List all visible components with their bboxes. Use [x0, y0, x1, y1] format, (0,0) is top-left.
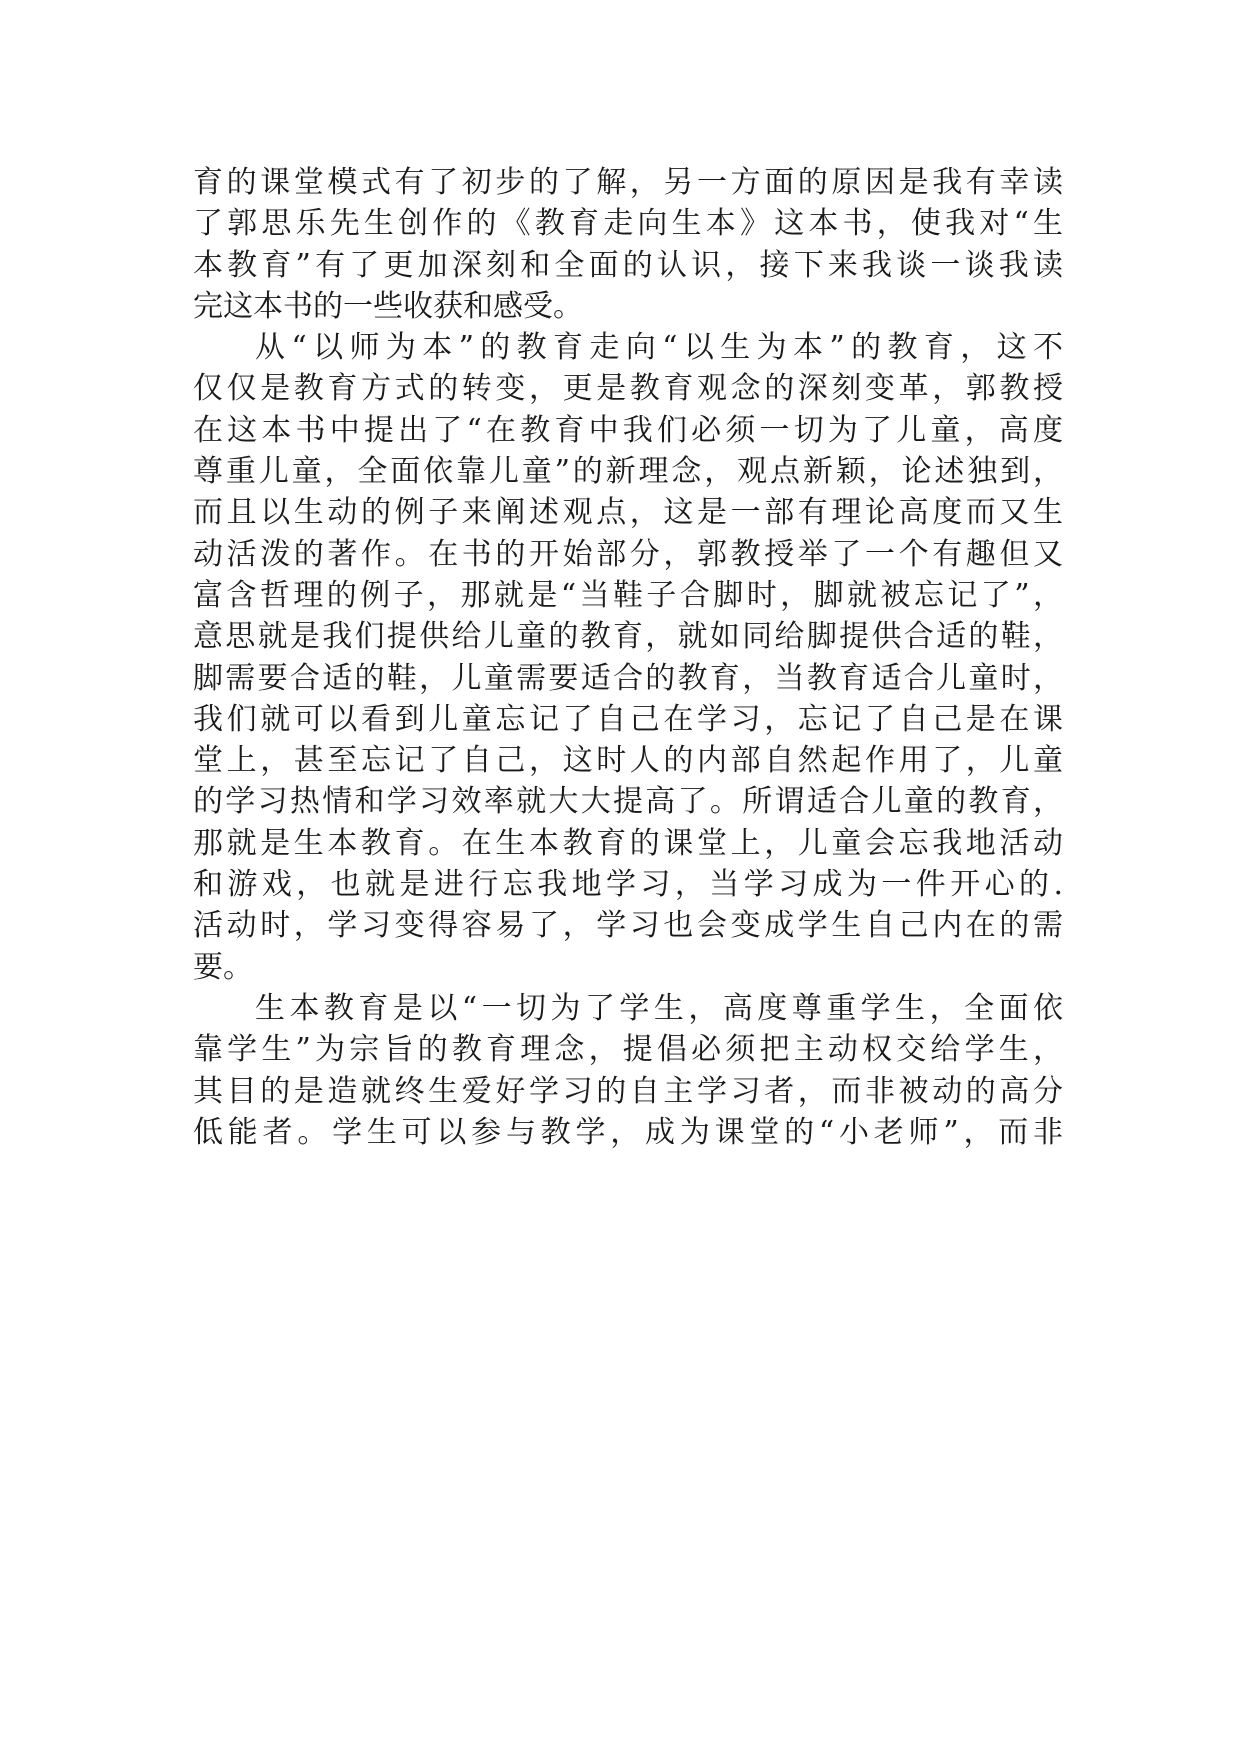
text-line: 脚需要合适的鞋，儿童需要适合的教育，当教育适合儿童时，	[193, 660, 1063, 696]
paragraph-2	[193, 327, 1063, 988]
text-line: 的学习热情和学习效率就大大提高了。所谓适合儿童的教育，	[193, 784, 1063, 820]
text-line: 要。	[193, 949, 253, 985]
text-line: 其目的是造就终生爱好学习的自主学习者，而非被动的高分	[193, 1073, 1063, 1109]
text-line: 富含哲理的例子，那就是“当鞋子合脚时，脚就被忘记了”，	[193, 577, 1063, 613]
text-line: 尊重儿童，全面依靠儿童”的新理念，观点新颖，论述独到，	[193, 454, 1063, 490]
text-line: 了郭思乐先生创作的《教育走向生本》这本书，使我对“生	[193, 206, 1063, 242]
text-line: 从“以师为本”的教育走向“以生为本”的教育，这不	[255, 330, 1063, 366]
text-line: 我们就可以看到儿童忘记了自己在学习，忘记了自己是在课	[193, 701, 1063, 737]
body-text	[193, 162, 1063, 1153]
text-line: 在这本书中提出了“在教育中我们必须一切为了儿童，高度	[193, 412, 1063, 448]
text-line: 靠学生”为宗旨的教育理念，提倡必须把主动权交给学生，	[193, 1032, 1063, 1068]
text-line: 意思就是我们提供给儿童的教育，就如同给脚提供合适的鞋，	[193, 619, 1063, 655]
text-line: 活动时，学习变得容易了，学习也会变成学生自己内在的需	[193, 908, 1063, 944]
paragraph-1	[193, 162, 1063, 327]
text-line: 堂上，甚至忘记了自己，这时人的内部自然起作用了，儿童	[193, 743, 1063, 779]
text-line: 动活泼的著作。在书的开始部分，郭教授举了一个有趣但又	[193, 536, 1063, 572]
text-line: 育的课堂模式有了初步的了解，另一方面的原因是我有幸读	[193, 165, 1063, 200]
text-line: 本教育”有了更加深刻和全面的认识，接下来我谈一谈我读	[193, 247, 1063, 283]
text-line: 低能者。学生可以参与教学，成为课堂的“小老师”，而非	[193, 1114, 1063, 1150]
text-line: 和游戏，也就是进行忘我地学习，当学习成为一件开心的.	[193, 867, 1063, 903]
paragraph-3	[193, 988, 1063, 1153]
text-line: 仅仅是教育方式的转变，更是教育观念的深刻变革，郭教授	[193, 371, 1063, 407]
text-line: 而且以生动的例子来阐述观点，这是一部有理论高度而又生	[193, 495, 1063, 531]
text-line: 生本教育是以“一切为了学生，高度尊重学生，全面依	[255, 990, 1063, 1026]
text-line: 完这本书的一些收获和感受。	[193, 288, 583, 324]
text-line: 那就是生本教育。在生本教育的课堂上，儿童会忘我地活动	[193, 825, 1063, 861]
